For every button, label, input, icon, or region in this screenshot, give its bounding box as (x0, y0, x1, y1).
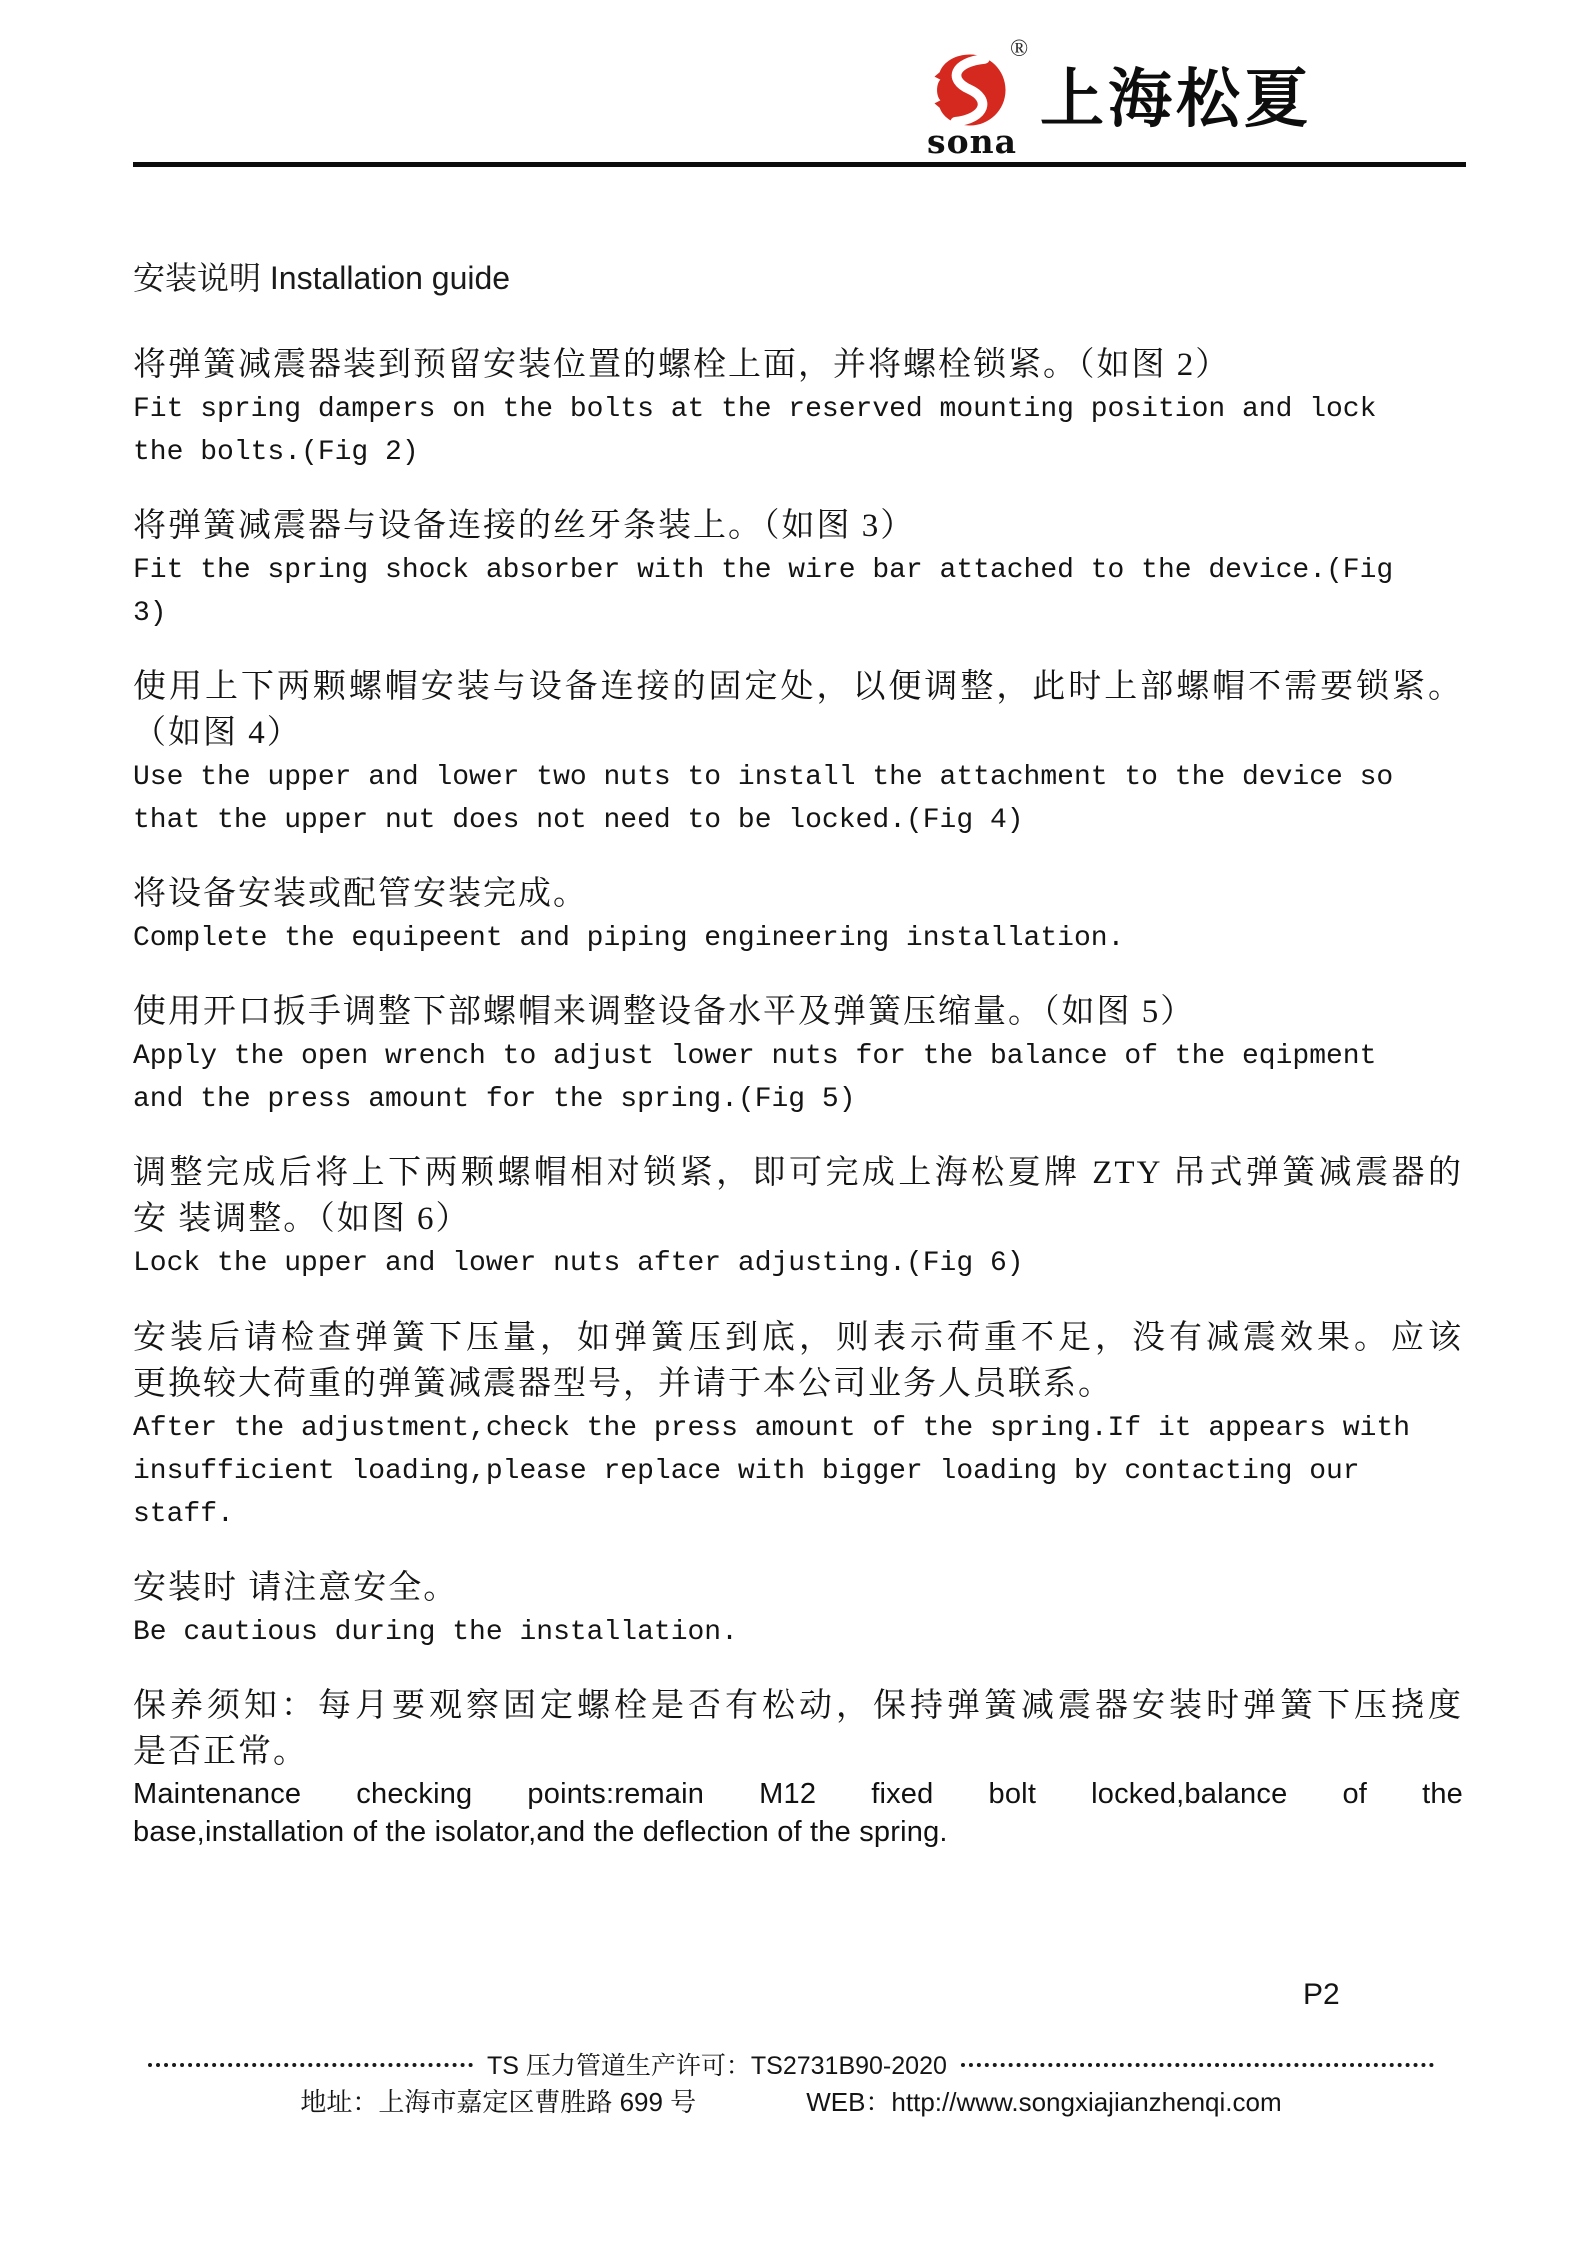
paragraph-en-line: insufficient loading,please replace with bigger loading by contacting our (133, 1456, 1360, 1487)
footer-address-row (148, 2082, 1434, 2119)
paragraph-en-line: base,installation of the isolator,and the deflection of the spring. (133, 1816, 948, 1848)
paragraph (133, 503, 1463, 635)
paragraph-cn-line: （如图 4） (133, 715, 302, 751)
paragraph-cn-line: 使用开口扳手调整下部螺帽来调整设备水平及弹簧压缩量。（如图 5） (133, 994, 1196, 1030)
paragraph (133, 342, 1463, 474)
paragraph-cn-line: 更换较大荷重的弹簧减震器型号，并请于本公司业务人员联系。 (133, 1366, 1113, 1402)
address-text: 地址：上海市嘉定区曹胜路 699 号 (300, 2087, 697, 2117)
paragraph (133, 1565, 1463, 1654)
paragraph-en-line: Complete the equipeent and piping engineering installation. (133, 923, 1125, 954)
web-url: WEB：http://www.songxiajianzhenqi.com (806, 2087, 1282, 2117)
paragraph-cn-line: 将弹簧减震器装到预留安装位置的螺栓上面，并将螺栓锁紧。（如图 2） (133, 347, 1231, 383)
license-text: TS 压力管道生产许可：TS2731B90-2020 (487, 2052, 947, 2080)
paragraph (133, 1683, 1463, 1851)
paragraph-en-line: staff. (133, 1499, 234, 1530)
paragraph-cn-line: 使用上下两颗螺帽安装与设备连接的固定处，以便调整，此时上部螺帽不需要锁紧。 (133, 669, 1463, 705)
paragraph (133, 1150, 1463, 1285)
paragraph-en-line: Apply the open wrench to adjust lower nuts for the balance of the eqipment (133, 1041, 1377, 1072)
paragraph-en-line: the bolts.(Fig 2) (133, 437, 419, 468)
paragraph-en-line: Be cautious during the installation. (133, 1617, 738, 1648)
paragraph-cn-line: 安装时 请注意安全。 (133, 1570, 459, 1606)
page-title: 安装说明 Installation guide (133, 260, 511, 296)
page-number: P2 (1303, 1978, 1340, 2011)
paragraph (133, 1315, 1463, 1536)
paragraph-en-line: 3) (133, 598, 167, 629)
brand-name: sona (927, 122, 1017, 161)
paragraph-en-line: that the upper nut does not need to be locked.(Fig 4) (133, 805, 1024, 836)
paragraph (133, 989, 1463, 1121)
paragraph-en-line: After the adjustment,check the press amount of the spring.If it appears with (133, 1413, 1411, 1444)
paragraph-en-line: Maintenance checking points:remain M12 fixed bolt locked,balance of the (133, 1778, 1463, 1810)
paragraph-cn-line: 保养须知：每月要观察固定螺栓是否有松动，保持弹簧减震器安装时弹簧下压挠度 (133, 1688, 1463, 1724)
dotted-divider (148, 2063, 473, 2067)
company-name: 上海松夏 (1040, 63, 1312, 137)
paragraph-cn-line: 安装后请检查弹簧下压量，如弹簧压到底，则表示荷重不足，没有减震效果。应该 (133, 1320, 1463, 1356)
footer-license-row (148, 2046, 1434, 2082)
paragraph-cn-line: 安 装调整。（如图 6） (133, 1201, 471, 1237)
paragraph-en-line: Use the upper and lower two nuts to install the attachment to the device so (133, 762, 1394, 793)
paragraph-en-line: Lock the upper and lower nuts after adjusting.(Fig 6) (133, 1248, 1024, 1279)
dotted-divider (961, 2063, 1434, 2067)
paragraph-en-line: and the press amount for the spring.(Fig 5) (133, 1084, 856, 1115)
paragraph-cn-line: 是否正常。 (133, 1734, 308, 1770)
paragraph-cn-line: 将弹簧减震器与设备连接的丝牙条装上。（如图 3） (133, 508, 916, 544)
paragraph (133, 664, 1463, 842)
paragraph-en-line: Fit spring dampers on the bolts at the reserved mounting position and lock (133, 394, 1377, 425)
document-body (133, 0, 1463, 1880)
registered-mark: ® (1010, 36, 1029, 62)
paragraph-cn-line: 将设备安装或配管安装完成。 (133, 876, 588, 912)
paragraph (133, 871, 1463, 960)
paragraph-en-line: Fit the spring shock absorber with the wire bar attached to the device.(Fig (133, 555, 1394, 586)
paragraph-cn-line: 调整完成后将上下两颗螺帽相对锁紧，即可完成上海松夏牌 ZTY 吊式弹簧减震器的 (133, 1155, 1463, 1191)
